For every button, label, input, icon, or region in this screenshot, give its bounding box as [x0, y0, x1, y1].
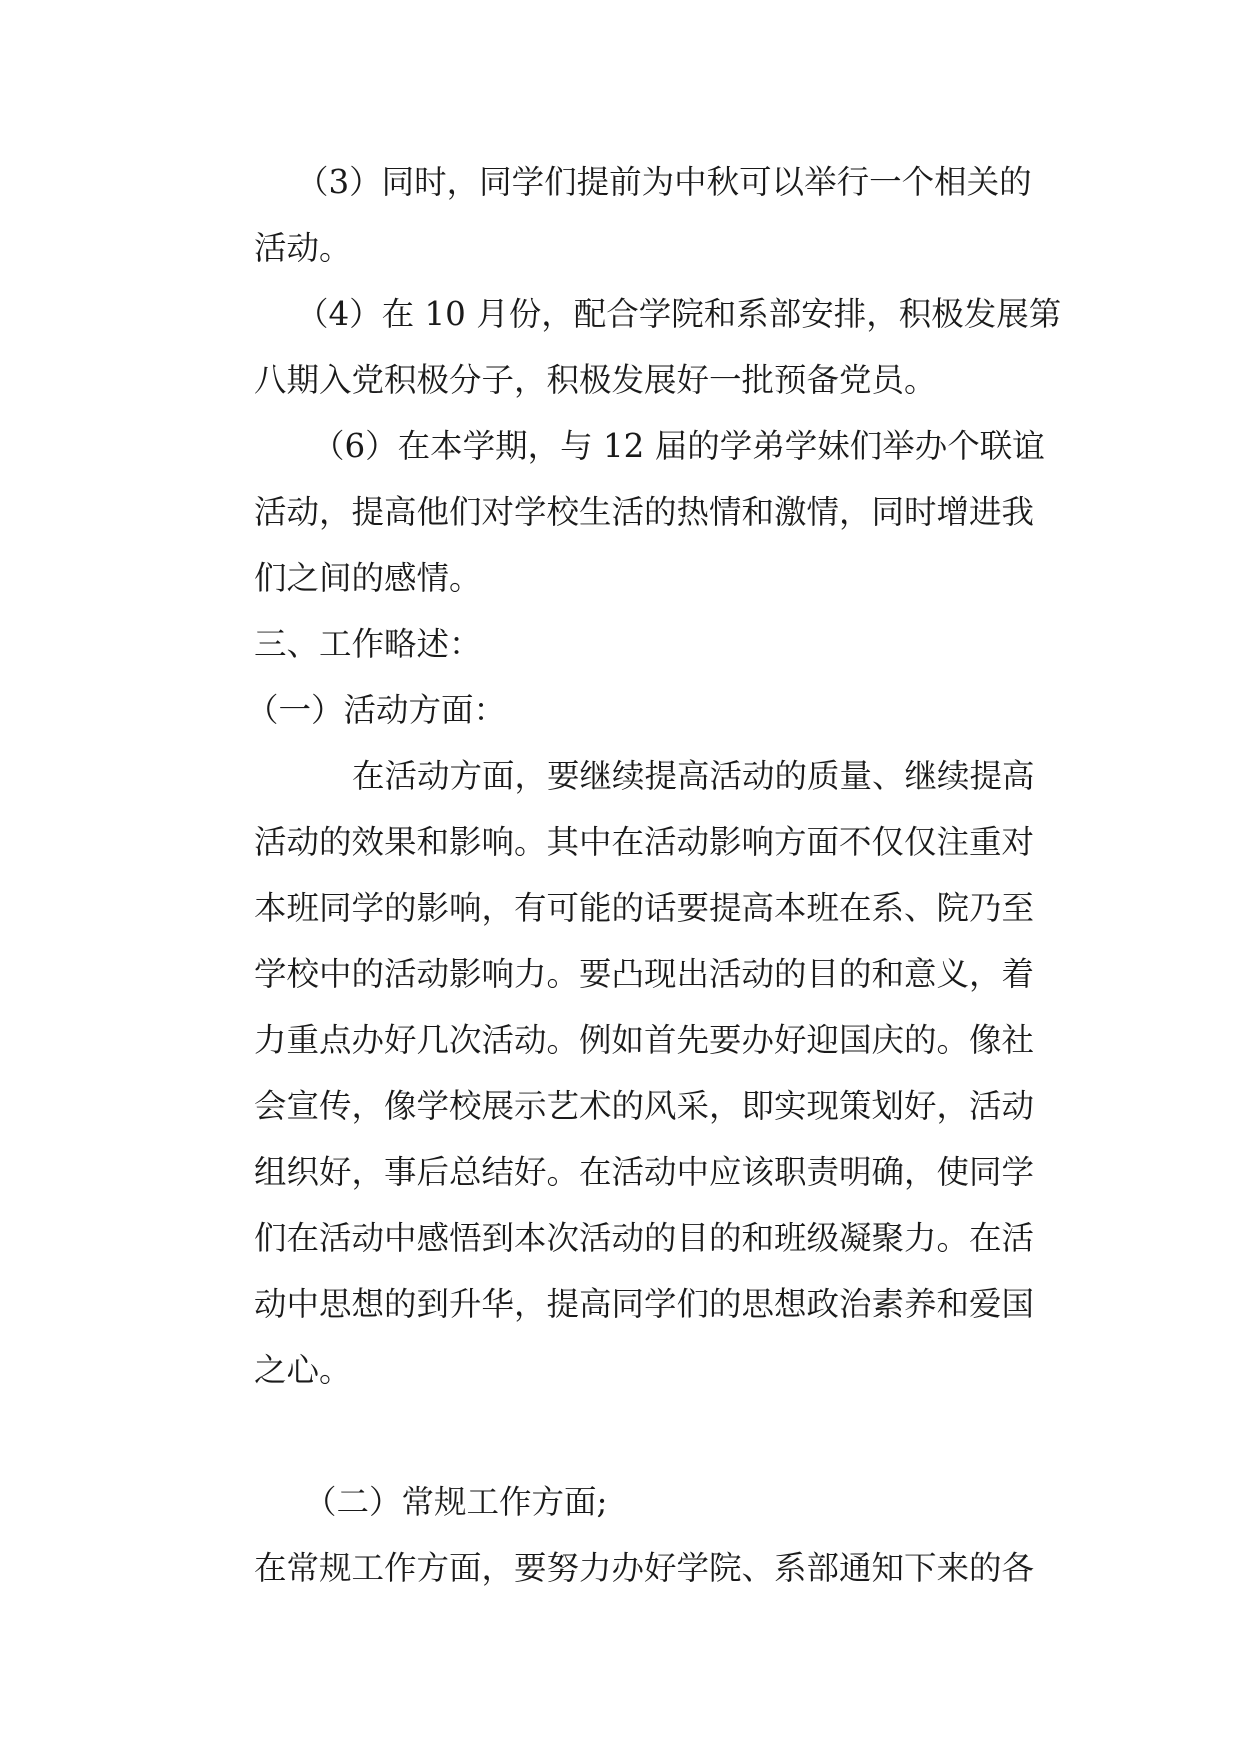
- item-3-line-1: （3）同时，同学们提前为中秋可以举行一个相关的: [296, 163, 1032, 201]
- item-6-line-2: 活动，提高他们对学校生活的热情和激情，同时增进我: [254, 493, 1035, 531]
- subsection-1-line: 活动的效果和影响。其中在活动影响方面不仅仅注重对: [254, 823, 1035, 861]
- subsection-1-line: 之心。: [254, 1351, 352, 1389]
- subsection-1-heading: （一）活动方面：: [246, 691, 507, 729]
- item-6-line-1: （6）在本学期，与 12 届的学弟学妹们举办个联谊: [312, 427, 1045, 465]
- subsection-1-line: 动中思想的到升华，提高同学们的思想政治素养和爱国: [254, 1285, 1035, 1323]
- subsection-1-line: 力重点办好几次活动。例如首先要办好迎国庆的。像社: [254, 1021, 1035, 1059]
- subsection-2-line: 在常规工作方面，要努力办好学院、系部通知下来的各: [254, 1549, 1035, 1587]
- item-6-line-3: 们之间的感情。: [254, 559, 482, 597]
- subsection-1-line: 在活动方面，要继续提高活动的质量、继续提高: [352, 757, 1035, 795]
- subsection-1-line: 组织好，事后总结好。在活动中应该职责明确，使同学: [254, 1153, 1035, 1191]
- subsection-2-heading: （二）常规工作方面;: [304, 1483, 608, 1521]
- section-3-heading: 三、工作略述：: [254, 625, 482, 663]
- item-4-line-2: 八期入党积极分子，积极发展好一批预备党员。: [254, 361, 937, 399]
- subsection-1-line: 们在活动中感悟到本次活动的目的和班级凝聚力。在活: [254, 1219, 1035, 1257]
- item-3-line-2: 活动。: [254, 229, 352, 267]
- subsection-1-line: 学校中的活动影响力。要凸现出活动的目的和意义，着: [254, 955, 1035, 993]
- item-4-line-1: （4）在 10 月份，配合学院和系部安排，积极发展第: [296, 295, 1062, 333]
- subsection-1-line: 本班同学的影响，有可能的话要提高本班在系、院乃至: [254, 889, 1035, 927]
- subsection-1-line: 会宣传，像学校展示艺术的风采，即实现策划好，活动: [254, 1087, 1035, 1125]
